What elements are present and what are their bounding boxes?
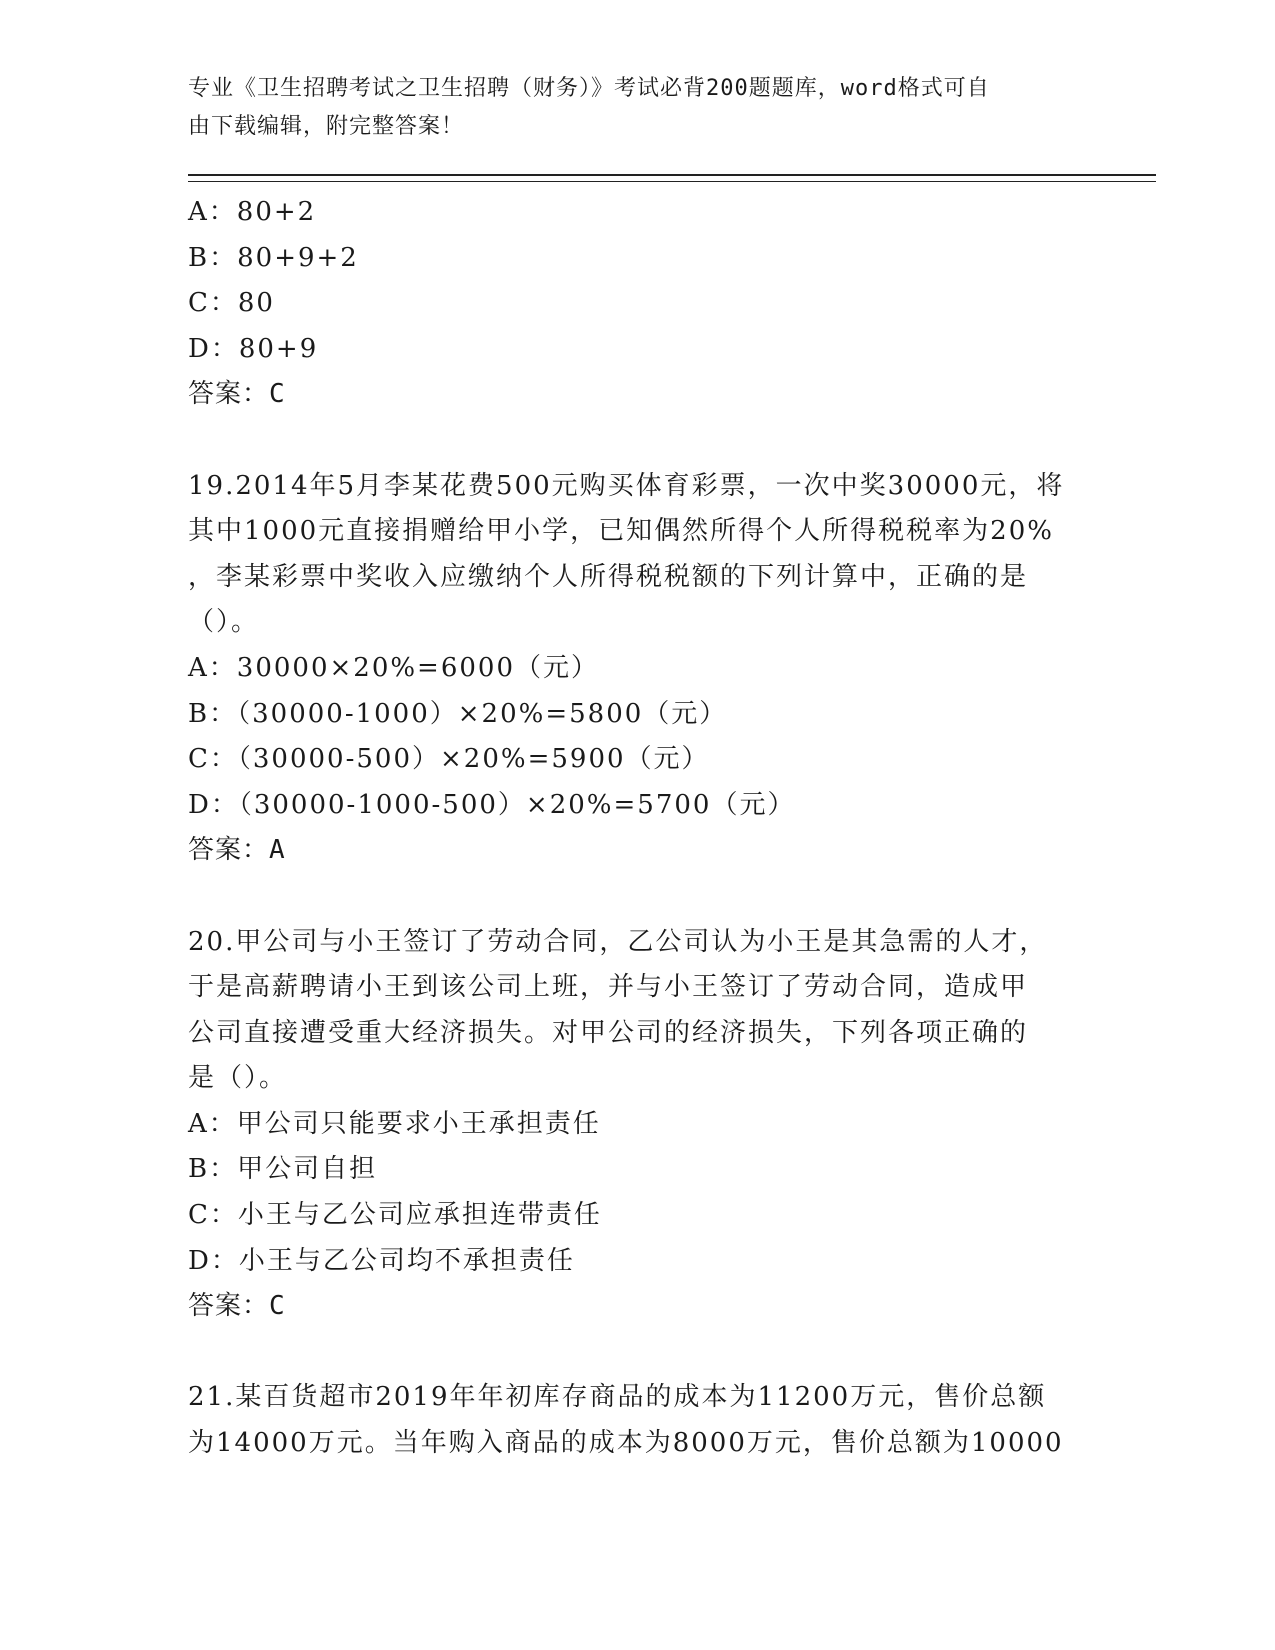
question-18-continued — [188, 190, 1088, 418]
question-stem-line: 于是高薪聘请小王到该公司上班，并与小王签订了劳动合同，造成甲 — [188, 972, 1029, 1003]
option-c: C：80 — [188, 288, 275, 319]
spacer — [188, 418, 1088, 464]
question-stem-line: 21.某百货超市2019年年初库存商品的成本为11200万元，售价总额 — [188, 1382, 1047, 1413]
answer: 答案：C — [188, 379, 286, 410]
question-stem-line: 其中1000元直接捐赠给甲小学，已知偶然所得个人所得税税率为20% — [188, 516, 1054, 547]
question-stem-line: 为14000万元。当年购入商品的成本为8000万元，售价总额为10000 — [188, 1428, 1064, 1459]
question-stem-line: ，李某彩票中奖收入应缴纳个人所得税税额的下列计算中，正确的是 — [188, 561, 1029, 592]
answer: 答案：A — [188, 835, 286, 866]
option-c: C：小王与乙公司应承担连带责任 — [188, 1200, 602, 1231]
document-body — [188, 190, 1088, 1467]
option-d: D：（30000-1000-500）×20%=5700（元） — [188, 789, 796, 820]
question-stem-line: （）。 — [188, 607, 260, 638]
question-stem-line: 是（）。 — [188, 1063, 288, 1094]
option-d: D：80+9 — [188, 333, 319, 364]
option-d: D：小王与乙公司均不承担责任 — [188, 1245, 575, 1276]
question-stem-line: 公司直接遭受重大经济损失。对甲公司的经济损失，下列各项正确的 — [188, 1017, 1029, 1048]
option-a: A：80+2 — [188, 197, 317, 227]
option-b: B：80+9+2 — [188, 242, 359, 273]
header-divider-thin — [188, 181, 1156, 182]
option-b: B：甲公司自担 — [188, 1154, 378, 1185]
header-divider-thick — [188, 174, 1156, 176]
question-19 — [188, 464, 1088, 874]
question-21 — [188, 1375, 1088, 1466]
option-a: A：30000×20%=6000（元） — [188, 652, 600, 683]
answer: 答案：C — [188, 1291, 286, 1322]
spacer — [188, 1330, 1088, 1376]
option-a: A：甲公司只能要求小王承担责任 — [188, 1108, 601, 1139]
header-line-1: 专业《卫生招聘考试之卫生招聘（财务）》考试必背200题题库，word格式可自 — [188, 76, 990, 101]
header-line-2: 由下载编辑，附完整答案！ — [188, 114, 465, 139]
question-stem-line: 19.2014年5月李某花费500元购买体育彩票，一次中奖30000元，将 — [188, 470, 1065, 501]
question-stem-line: 20.甲公司与小王签订了劳动合同，乙公司认为小王是其急需的人才， — [188, 926, 1048, 957]
spacer — [188, 874, 1088, 920]
option-b: B：（30000-1000）×20%=5800（元） — [188, 698, 728, 729]
question-20 — [188, 920, 1088, 1330]
document-header — [188, 70, 1068, 146]
option-c: C：（30000-500）×20%=5900（元） — [188, 744, 710, 775]
